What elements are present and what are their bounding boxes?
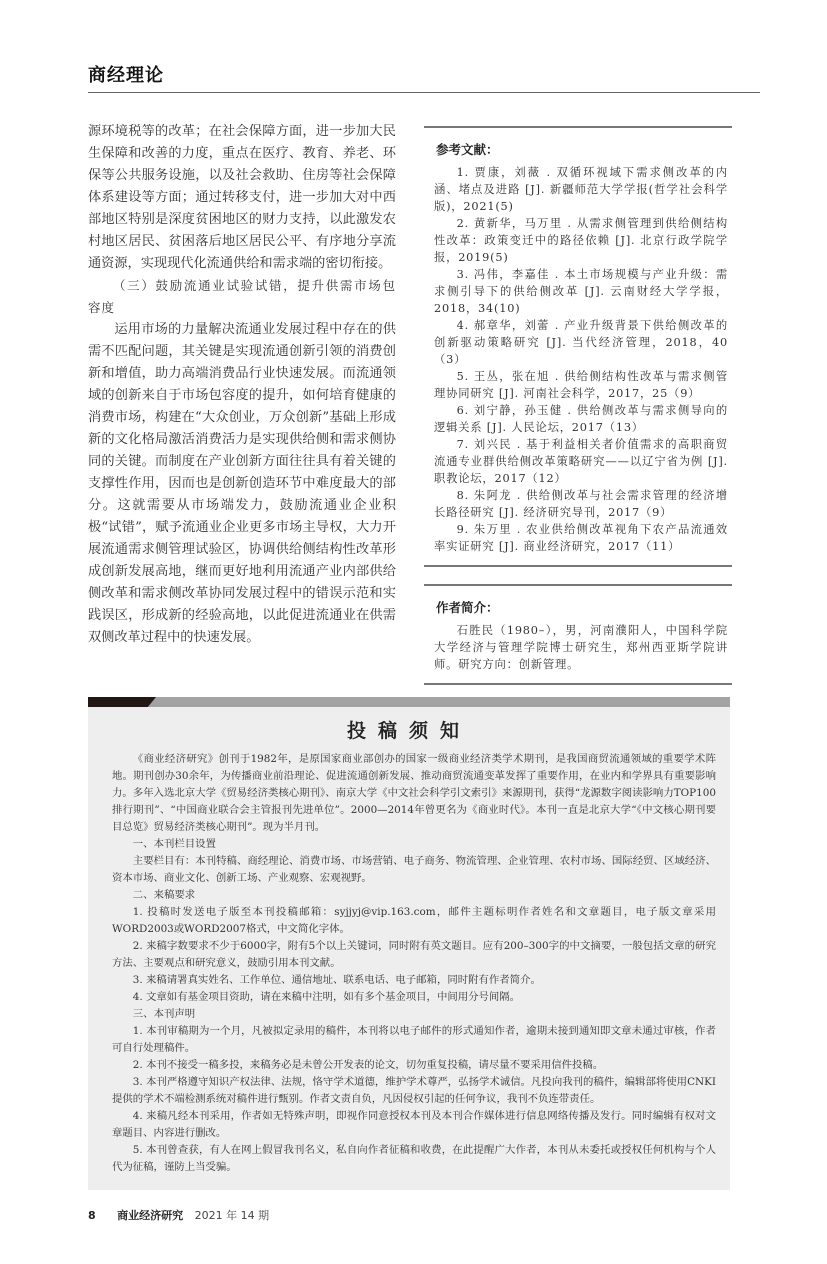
reference-item: 6. 刘宁静，孙玉健 . 供给侧改革与需求侧导向的逻辑关系 [J]. 人民论坛，2017（13） xyxy=(434,404,728,434)
author-bio-heading: 作者简介： xyxy=(436,600,499,615)
issue-label: 2021 年 14 期 xyxy=(194,1209,270,1222)
notice-subheading: 一、本刊栏目设置 xyxy=(132,838,216,850)
notice-paragraph: 《商业经济研究》创刊于1982年，是原国家商业部创办的国家一级商业经济类学术期刊，是我国商贸流通领域的重要学术阵地。期刊创办30余年，为传播商业前沿理论、促进流通创新发展、推动商贸流通变革发挥了重要作用，在业内和学界具有重要影响力。多年入选北京大学《贸易经济类核心期刊》、南京大学《中文社会科学引文索引》来源期刊，获得“龙源数字阅读影响力TOP100排行期刊”、“中国商业联合会主管报刊先进单位”。2000—2014年曾更名为《商业时代》。本刊一直是北京大学“《中文核心期刊要目总览》贸易经济类核心期刊”。现为半月刊。 xyxy=(112,753,716,833)
notice-body xyxy=(112,751,716,1176)
reference-item: 8. 朱阿龙 . 供给侧改革与社会需求管理的经济增长路径研究 [J]. 经济研究导刊，2017（9） xyxy=(434,489,728,519)
reference-item: 5. 王丛，张在旭 . 供给侧结构性改革与需求侧管理协同研究 [J]. 河南社会科学，2017，25（9） xyxy=(434,370,728,400)
article-subheading: （三）鼓励流通业试验试错，提升供需市场包容度 xyxy=(88,278,396,315)
section-title: 商经理论 xyxy=(88,65,164,86)
reference-item: 2. 黄新华，马万里 . 从需求侧管理到供给侧结构性改革：政策变迁中的路径依赖 [J]. 北京行政学院学报，2019(5) xyxy=(434,217,728,264)
sidebar-column xyxy=(424,121,732,685)
notice-paragraph: 5. 本刊曾查获，有人在网上假冒我刊名义，私自向作者征稿和收费，在此提醒广大作者，本刊从未委托或授权任何机构与个人代为征稿，谨防上当受骗。 xyxy=(112,1144,716,1173)
notice-paragraph: 3. 本刊严格遵守知识产权法律、法规，恪守学术道德，维护学术尊严，弘扬学术诚信。凡投向我刊的稿件，编辑部将使用CNKI提供的学术不端检测系统对稿件进行甄别。作者文责自负，凡因侵权引起的任何争议，我刊不负连带责任。 xyxy=(112,1076,716,1105)
notice-subheading: 二、来稿要求 xyxy=(132,889,196,901)
notice-bar xyxy=(88,697,730,707)
submission-notice xyxy=(88,697,730,1190)
notice-paragraph: 1. 本刊审稿期为一个月，凡被拟定录用的稿件，本刊将以电子邮件的形式通知作者，逾期未接到通知即文章未通过审核，作者可自行处理稿件。 xyxy=(112,1025,716,1054)
author-bio-box xyxy=(424,584,732,685)
journal-name: 商业经济研究 xyxy=(117,1209,184,1222)
notice-title: 投稿须知 xyxy=(346,720,471,742)
content-row xyxy=(88,121,730,685)
references-box xyxy=(424,126,732,567)
author-bio-text: 石胜民（1980–），男，河南濮阳人，中国科学院大学经济与管理学院博士研究生，郑州西亚斯学院讲师。研究方向：创新管理。 xyxy=(434,624,728,671)
notice-paragraph: 主要栏目有：本刊特稿、商经理论、消费市场、市场营销、电子商务、物流管理、企业管理、农村市场、国际经贸、区域经济、资本市场、商业文化、创新工场、产业观察、宏观视野。 xyxy=(112,855,716,884)
notice-bar-accent xyxy=(88,697,156,707)
notice-paragraph: 1. 投稿时发送电子版至本刊投稿邮箱：syjjyj@vip.163.com，邮件主题标明作者姓名和文章题目，电子版文章采用WORD2003或WORD2007格式，中文简化字体。 xyxy=(112,906,716,935)
reference-item: 3. 冯伟，李嘉佳 . 本土市场规模与产业升级：需求侧引导下的供给侧改革 [J]. 云南财经大学学报，2018，34(10) xyxy=(434,268,728,315)
article-paragraph: 源环境税等的改革；在社会保障方面，进一步加大民生保障和改善的力度，重点在医疗、教育、养老、环保等公共服务设施，以及社会救助、住房等社会保障体系建设等方面；通过转移支付，进一步加大对中西部地区特别是深度贫困地区的财力支持，以此激发农村地区居民、贫困落后地区居民公平、有序地分享流通资源，实现现代化流通供给和需求端的密切衔接。 xyxy=(88,124,396,271)
reference-item: 1. 贾康，刘薇 . 双循环视域下需求侧改革的内涵、堵点及进路 [J]. 新疆师范大学学报(哲学社会科学版)，2021(5) xyxy=(434,166,728,213)
header-rule xyxy=(88,92,760,93)
notice-paragraph: 2. 来稿字数要求不少于6000字，附有5个以上关键词，同时附有英文题目。应有200–300字的中文摘要，一般包括文章的研究方法、主要观点和研究意义，鼓励引用本刊文献。 xyxy=(112,940,716,969)
page-number: 8 xyxy=(88,1209,96,1222)
reference-item: 9. 朱万里 . 农业供给侧改革视角下农产品流通效率实证研究 [J]. 商业经济研究，2017（11） xyxy=(434,523,728,553)
references-heading: 参考文献： xyxy=(436,142,499,157)
notice-paragraph: 4. 来稿凡经本刊采用，作者如无特殊声明，即视作同意授权本刊及本刊合作媒体进行信息网络传播及发行。同时编辑有权对文章题目、内容进行删改。 xyxy=(112,1110,716,1139)
notice-paragraph: 2. 本刊不接受一稿多投，来稿务必是未曾公开发表的论文，切勿重复投稿，请尽量不要采用信件投稿。 xyxy=(132,1059,604,1071)
notice-subheading: 三、本刊声明 xyxy=(132,1008,196,1020)
article-paragraph: 运用市场的力量解决流通业发展过程中存在的供需不匹配问题，其关键是实现流通创新引领的消费创新和增值，助力高端消费品行业快速发展。而流通领域的创新来自于市场包容度的提升，如何培育健康的消费市场，构建在“大众创业，万众创新”基础上形成新的文化格局激活消费活力是实现供给侧和需求侧协同的关键。而制度在产业创新方面往往具有着关键的支撑性作用，因而也是创新创造环节中难度最大的部分。这就需要从市场端发力，鼓励流通业企业积极“试错”，赋予流通业企业更多市场主导权，大力开展流通需求侧管理试验区，协调供给侧结构性改革形成创新发展高地，继而更好地利用流通产业内部供给侧改革和需求侧改革协同发展过程中的错误示范和实践误区，形成新的经验高地，以此促进流通业在供需双侧改革过程中的快速发展。 xyxy=(88,322,396,645)
reference-item: 4. 郝章华，刘蕾 . 产业升级背景下供给侧改革的创新驱动策略研究 [J]. 当代经济管理，2018，40（3） xyxy=(434,319,728,366)
article-body xyxy=(88,121,396,649)
page-footer xyxy=(88,1208,730,1224)
notice-paragraph: 3. 来稿请署真实姓名、工作单位、通信地址、联系电话、电子邮箱，同时附有作者简介。 xyxy=(132,974,541,986)
notice-paragraph: 4. 文章如有基金项目资助，请在来稿中注明，如有多个基金项目，中间用分号间隔。 xyxy=(132,991,521,1003)
reference-item: 7. 刘兴民 . 基于利益相关者价值需求的高职商贸流通专业群供给侧改革策略研究——以辽宁省为例 [J]. 职教论坛，2017（12） xyxy=(434,438,728,485)
